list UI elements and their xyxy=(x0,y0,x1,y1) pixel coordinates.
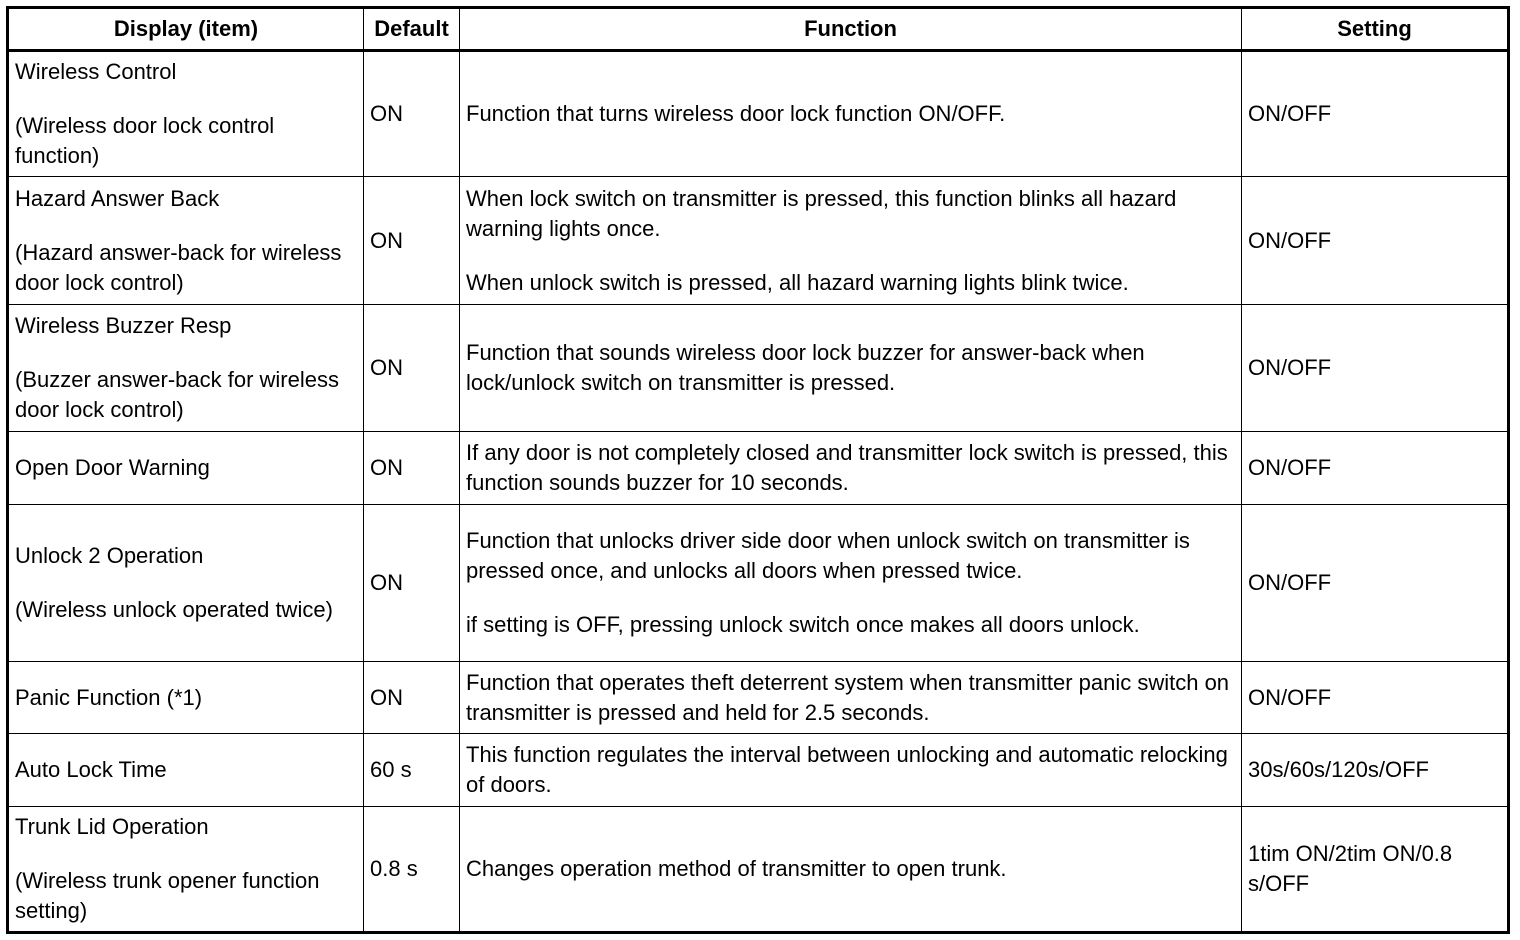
function-text: If any door is not completely closed and transmitter lock switch is pressed, this function sounds buzzer for 10 seconds. xyxy=(466,439,1228,495)
table-row xyxy=(8,432,1509,504)
default-cell: ON xyxy=(364,662,460,734)
header-setting: Setting xyxy=(1242,8,1509,51)
header-item: Display (item) xyxy=(8,8,364,51)
setting-cell: ON/OFF xyxy=(1242,177,1509,304)
table-row xyxy=(8,177,1509,304)
item-name: Open Door Warning xyxy=(15,454,210,480)
setting-cell: ON/OFF xyxy=(1242,432,1509,504)
item-cell xyxy=(8,51,364,177)
item-name: Unlock 2 Operation xyxy=(15,542,204,568)
function-text: if setting is OFF, pressing unlock switch once makes all doors unlock. xyxy=(466,611,1140,637)
table-row xyxy=(8,504,1509,662)
function-text: This function regulates the interval between unlocking and automatic relocking of doors. xyxy=(466,741,1228,797)
item-description: (Wireless unlock operated twice) xyxy=(15,596,333,622)
default-cell: ON xyxy=(364,432,460,504)
setting-cell: 1tim ON/2tim ON/0.8 s/OFF xyxy=(1242,806,1509,933)
item-description: (Wireless door lock control function) xyxy=(15,113,275,169)
function-cell xyxy=(460,662,1242,734)
header-function: Function xyxy=(460,8,1242,51)
table-header xyxy=(8,8,1509,51)
default-cell: ON xyxy=(364,177,460,304)
setting-cell: ON/OFF xyxy=(1242,662,1509,734)
item-description: (Wireless trunk opener function setting) xyxy=(15,867,320,923)
item-name: Trunk Lid Operation xyxy=(15,813,209,839)
function-text: Function that turns wireless door lock function ON/OFF. xyxy=(466,101,1006,127)
setting-cell: ON/OFF xyxy=(1242,51,1509,177)
table-body xyxy=(8,51,1509,933)
default-cell: ON xyxy=(364,504,460,662)
item-cell xyxy=(8,734,364,806)
item-cell xyxy=(8,806,364,933)
item-name: Auto Lock Time xyxy=(15,756,167,782)
item-cell xyxy=(8,304,364,431)
item-cell xyxy=(8,432,364,504)
function-cell xyxy=(460,432,1242,504)
header-default: Default xyxy=(364,8,460,51)
function-text: Changes operation method of transmitter to open trunk. xyxy=(466,855,1007,881)
item-description: (Hazard answer-back for wireless door lock control) xyxy=(15,239,342,295)
function-text: Function that operates theft deterrent system when transmitter panic switch on transmitter is pressed and held for 2.5 seconds. xyxy=(466,669,1230,725)
function-cell xyxy=(460,504,1242,662)
default-cell: 60 s xyxy=(364,734,460,806)
table-row xyxy=(8,734,1509,806)
table-row xyxy=(8,662,1509,734)
item-name: Wireless Buzzer Resp xyxy=(15,313,232,339)
table-row xyxy=(8,806,1509,933)
default-cell: 0.8 s xyxy=(364,806,460,933)
function-cell xyxy=(460,734,1242,806)
function-cell xyxy=(460,51,1242,177)
setting-cell: 30s/60s/120s/OFF xyxy=(1242,734,1509,806)
function-text: Function that sounds wireless door lock buzzer for answer-back when lock/unlock switch on transmitter is pressed. xyxy=(466,340,1145,396)
setting-cell: ON/OFF xyxy=(1242,504,1509,662)
function-cell xyxy=(460,304,1242,431)
table-row xyxy=(8,51,1509,177)
function-text: When lock switch on transmitter is pressed, this function blinks all hazard warning lights once. xyxy=(466,185,1177,241)
table-row xyxy=(8,304,1509,431)
item-cell xyxy=(8,177,364,304)
default-cell: ON xyxy=(364,304,460,431)
function-cell xyxy=(460,177,1242,304)
function-text: Function that unlocks driver side door when unlock switch on transmitter is pressed once, and unlocks all doors when pressed twice. xyxy=(466,527,1190,583)
item-cell xyxy=(8,504,364,662)
settings-table xyxy=(6,6,1510,934)
default-cell: ON xyxy=(364,51,460,177)
item-name: Panic Function (*1) xyxy=(15,684,203,710)
item-description: (Buzzer answer-back for wireless door lock control) xyxy=(15,367,339,423)
item-name: Hazard Answer Back xyxy=(15,185,220,211)
item-cell xyxy=(8,662,364,734)
item-name: Wireless Control xyxy=(15,59,177,85)
header-row xyxy=(8,8,1509,51)
setting-cell: ON/OFF xyxy=(1242,304,1509,431)
function-cell xyxy=(460,806,1242,933)
function-text: When unlock switch is pressed, all hazard warning lights blink twice. xyxy=(466,269,1129,295)
